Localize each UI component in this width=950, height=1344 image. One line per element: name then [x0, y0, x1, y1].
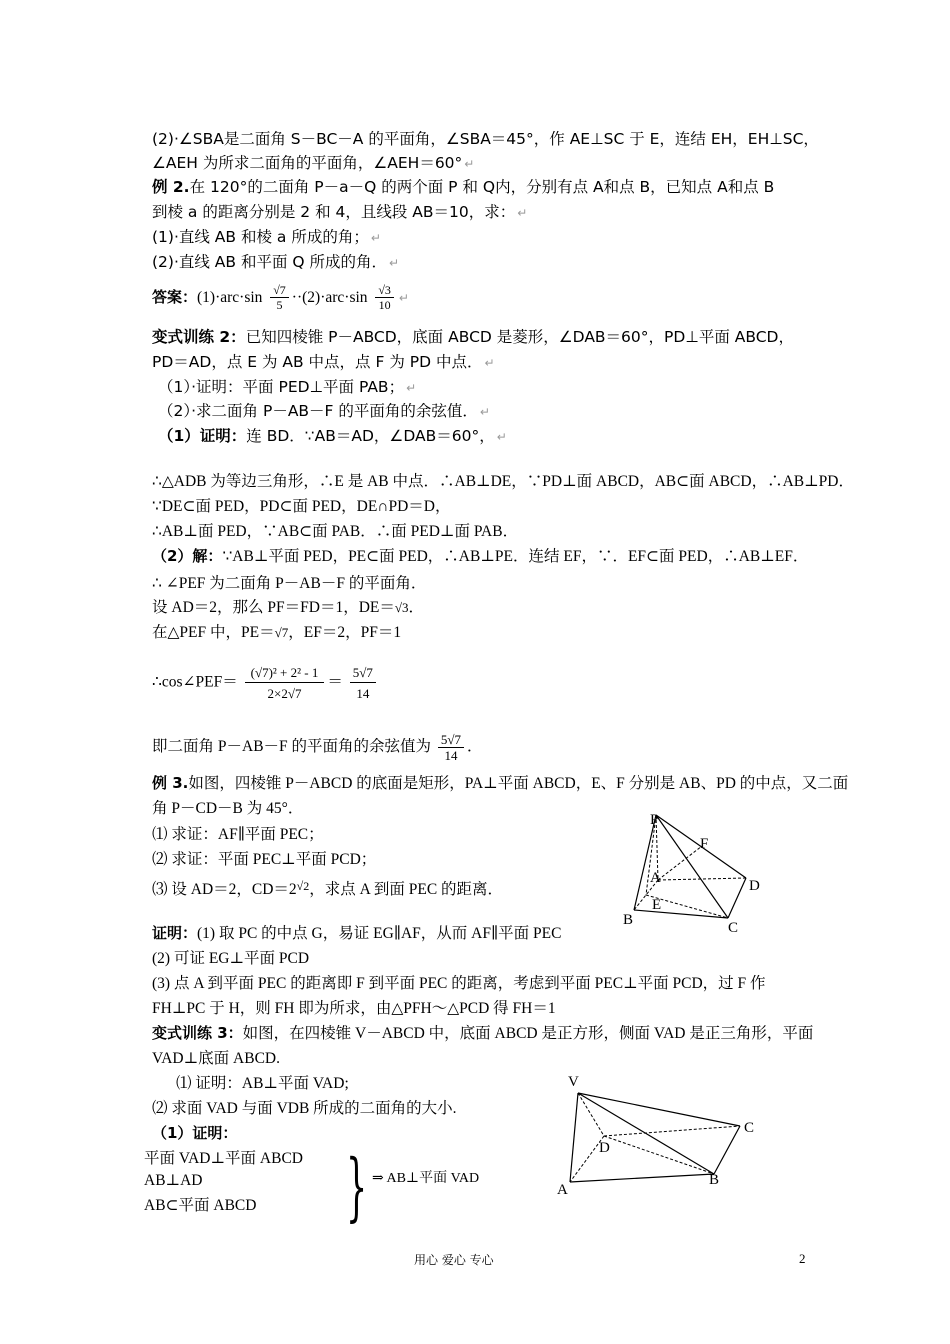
text: ··(2)·arc·sin [291, 289, 368, 306]
radical: √2 [296, 879, 310, 893]
numerator: (√7)² + 2² - 1 [245, 666, 325, 683]
text-line [152, 205, 527, 221]
label-E: E [652, 897, 662, 913]
numerator: 5√7 [438, 733, 464, 748]
footer-slogan: 用心 爱心 专心 [414, 1253, 494, 1267]
example-heading: 例 2. [152, 178, 190, 196]
fraction [245, 666, 325, 700]
text-line [152, 1126, 237, 1141]
numerator: 5√7 [350, 666, 376, 683]
text: 如图，在四棱锥 V－ABCD 中，底面 ABCD 是正方形，侧面 VAD 是正三角形，平面 [242, 1025, 814, 1042]
text-line [152, 776, 848, 792]
text-line [372, 1172, 479, 1186]
radical: √7 [274, 625, 289, 640]
fraction [350, 666, 376, 700]
text-line [158, 404, 490, 420]
text-line [152, 880, 503, 898]
label-F: F [700, 836, 709, 852]
text: ∴△ADB 为等边三角形，∴E 是 AB 中点．∴AB⊥DE，∵PD⊥面 ABCD，AB⊂面 ABCD，∴AB⊥PD． [152, 473, 854, 490]
text-line [176, 1076, 349, 1092]
text: ＝ [327, 673, 343, 691]
text: 如图，四棱锥 P－ABCD 的底面是矩形，PA⊥平面 ABCD，E、F 分别是 AB、PD 的中点，又二面 [188, 775, 849, 792]
return-mark: ↵ [517, 206, 528, 220]
denominator: 14 [356, 686, 370, 701]
text: ∠AEH 为所求二面角的平面角，∠AEH＝60° [152, 154, 463, 172]
text-line [152, 549, 808, 565]
edge-VD [578, 1093, 604, 1136]
pyramid-figure-2 [552, 1070, 772, 1200]
formula-line [152, 666, 379, 700]
pyramid-figure-1 [618, 808, 778, 938]
text: ⑶ 设 AD＝2，CD＝2 [152, 881, 297, 898]
text: ⑴ 证明：AB⊥平面 VAD; [176, 1075, 349, 1092]
radical: √3 [394, 600, 409, 615]
text: (2)·直线 AB 和平面 Q 所成的角． [152, 253, 388, 271]
label-V: V [568, 1074, 579, 1090]
text-line [152, 255, 399, 271]
return-mark: ↵ [406, 381, 417, 395]
fraction [438, 733, 464, 762]
text: ⑵ 求证：平面 PEC⊥平面 PCD； [152, 851, 377, 868]
text-line [152, 1026, 813, 1042]
text: (1)·直线 AB 和棱 a 所成的角； [152, 228, 369, 246]
text: PD＝AD，点 E 为 AB 中点，点 F 为 PD 中点． [152, 353, 483, 371]
text-line [152, 180, 774, 196]
text-line [152, 827, 324, 843]
brace-symbol: } [346, 1144, 368, 1230]
edge-AD [658, 878, 746, 880]
edge-DC [604, 1126, 740, 1136]
text: ∵AB⊥平面 PED，PE⊂面 PED，∴AB⊥PE．连结 EF，∵．EF⊂面 PED，∴AB⊥EF． [222, 548, 809, 565]
text-line [152, 576, 426, 592]
text-line [152, 852, 376, 868]
text: ． [408, 599, 425, 616]
return-mark: ↵ [464, 157, 475, 171]
text-line [152, 1101, 457, 1117]
text-line [158, 380, 416, 396]
text-line [152, 474, 854, 490]
text: (3) 点 A 到平面 PEC 的距离即 F 到平面 PEC 的距离，考虑到平面 PEC⊥平面 PCD，过 F 作 [152, 975, 766, 992]
edge-CD [728, 878, 746, 918]
edge-VB [578, 1093, 714, 1174]
proof-heading: （1）证明： [158, 427, 247, 445]
label-D: D [749, 878, 760, 894]
text-line [152, 951, 309, 967]
text: (1) 取 PC 的中点 G，易证 EG∥AF，从而 AF∥平面 PEC [197, 925, 562, 942]
label-A: A [650, 870, 661, 886]
label-P: P [650, 812, 659, 828]
text: ⑴ 求证：AF∥平面 PEC； [152, 826, 324, 843]
return-mark: ↵ [370, 231, 381, 245]
answer-heading: 答案： [152, 288, 198, 306]
denominator: 10 [378, 298, 391, 312]
exercise-heading: 变式训练 3： [152, 1024, 243, 1042]
text-line [158, 429, 507, 445]
text-line [152, 976, 766, 992]
text: （1）·证明：平面 PED⊥平面 PAB； [158, 378, 405, 396]
denominator: 5 [276, 298, 283, 312]
text: 到棱 a 的距离分别是 2 和 4，且线段 AB＝10，求： [152, 203, 516, 221]
text-line [152, 600, 424, 616]
text: 即二面角 P－AB－F 的平面角的余弦值为 [152, 738, 432, 756]
label-B: B [709, 1172, 720, 1188]
edge-AB [570, 1174, 714, 1182]
example-heading: 例 3. [152, 774, 189, 792]
text: ∴AB⊥面 PED，∵AB⊂面 PAB．∴面 PED⊥面 PAB． [152, 523, 519, 540]
exercise-heading: 变式训练 2： [152, 328, 246, 346]
text: 连 BD．∵AB＝AD，∠DAB＝60°， [246, 427, 495, 445]
label-C: C [728, 920, 739, 936]
text: ∵DE⊂面 PED，PD⊂面 PED，DE∩PD＝D， [152, 498, 451, 515]
segment-AF [658, 846, 702, 880]
text-line [144, 1198, 256, 1214]
text: 设 AD＝2，那么 PF＝FD＝1，DE＝ [152, 599, 395, 616]
label-C: C [744, 1120, 755, 1136]
text: (2)·∠SBA是二面角 S－BC－A 的平面角，∠SBA＝45°，作 AE⊥SC 于 E，连结 EH，EH⊥SC， [152, 130, 819, 148]
label-A: A [557, 1182, 568, 1198]
text: 在△PEF 中，PE＝ [152, 624, 275, 641]
text-line [144, 1151, 303, 1167]
text: ⑵ 求面 VAD 与面 VDB 所成的二面角的大小. [152, 1100, 457, 1117]
text: ，求点 A 到面 PEC 的距离． [309, 881, 504, 898]
text: FH⊥PC 于 H，则 FH 即为所求，由△PFH～△PCD 得 FH＝1 [152, 1000, 556, 1017]
return-mark: ↵ [496, 430, 507, 444]
text-line [152, 926, 561, 942]
numerator: √7 [270, 284, 289, 298]
solution-heading: （2）解： [152, 547, 223, 565]
proof-heading: （1）证明： [152, 1124, 238, 1142]
return-mark: ↵ [398, 291, 409, 305]
numerator: √3 [375, 284, 394, 298]
text-line [152, 625, 401, 641]
text: VAD⊥底面 ABCD. [152, 1050, 280, 1067]
text-line [144, 1173, 203, 1189]
text-line [152, 132, 819, 148]
text-line [152, 156, 474, 172]
answer-line [152, 284, 409, 311]
fraction [270, 284, 289, 311]
fraction [375, 284, 394, 311]
text-line [152, 1001, 556, 1017]
text: AB⊂平面 ABCD [144, 1197, 257, 1214]
denominator: 14 [444, 748, 458, 763]
text: ，EF＝2，PF＝1 [288, 624, 402, 641]
edge-VA [570, 1093, 578, 1182]
return-mark: ↵ [484, 356, 495, 370]
proof-heading: 证明： [152, 924, 198, 942]
text-line [152, 801, 303, 817]
text: ∴ ∠PEF 为二面角 P－AB－F 的平面角． [152, 575, 427, 592]
return-mark: ↵ [389, 256, 400, 270]
edge-PC [656, 815, 728, 918]
text-line [152, 330, 794, 346]
text: ⇒ AB⊥平面 VAD [372, 1171, 480, 1186]
text: AB⊥AD [144, 1172, 203, 1189]
return-mark: ↵ [479, 405, 490, 419]
edge-VC [578, 1093, 740, 1126]
text: 在 120°的二面角 P－a－Q 的两个面 P 和 Q内，分别有点 A和点 B，已知点 A和点 B [189, 178, 775, 196]
text-line [152, 733, 483, 762]
text-line [152, 230, 381, 246]
text: 平面 VAD⊥平面 ABCD [144, 1150, 303, 1167]
text-line [152, 499, 451, 515]
text: （2）·求二面角 P－AB－F 的平面角的余弦值． [158, 402, 478, 420]
label-B: B [623, 912, 634, 928]
text: (2) 可证 EG⊥平面 PCD [152, 950, 310, 967]
text-line [152, 524, 518, 540]
text: ． [467, 738, 483, 756]
text: 已知四棱锥 P－ABCD，底面 ABCD 是菱形，∠DAB＝60°，PD⊥平面 ABCD， [245, 328, 794, 346]
text: 角 P－CD－B 为 45°． [152, 800, 304, 817]
text: ∴cos∠PEF＝ [152, 673, 238, 691]
text-line [152, 355, 495, 371]
text: (1)·arc·sin [197, 289, 263, 306]
page-number: 2 [799, 1251, 806, 1266]
edge-BC [714, 1126, 740, 1174]
denominator: 2×2√7 [267, 686, 302, 701]
text-line [152, 1051, 280, 1067]
label-D: D [599, 1140, 610, 1156]
